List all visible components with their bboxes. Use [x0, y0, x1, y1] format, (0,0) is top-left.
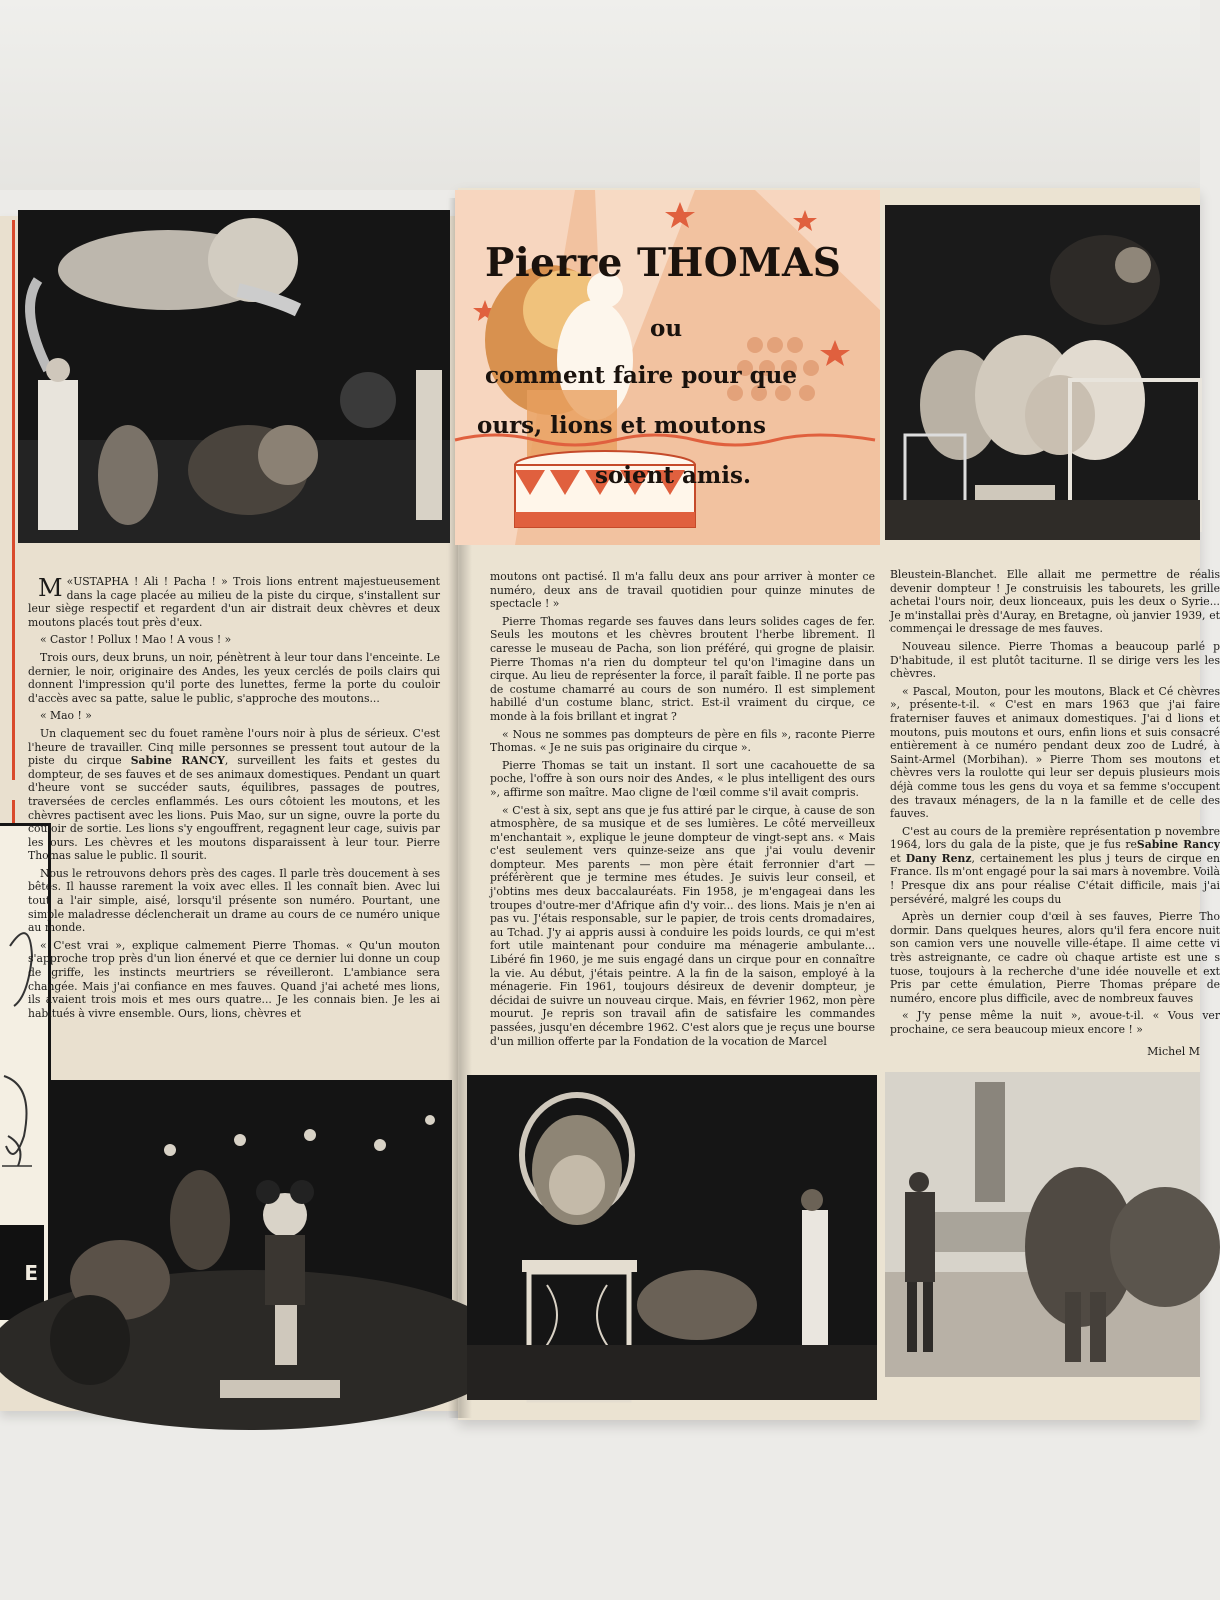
col3-p4-a: C'est au cours de la première représentation p novembre 1964, lors du gala de la piste, que je fus re	[890, 824, 1220, 852]
author-byline: Michel M	[1147, 1044, 1200, 1058]
col2-paragraph-3: « Nous ne sommes pas dompteurs de père en fils », raconte Pierre Thomas. « Je ne suis pas originaire du cirque ».	[490, 727, 875, 755]
col3-inner	[890, 568, 1220, 1058]
photo-lion-through-hoop	[467, 1075, 877, 1400]
col1-p5-a: Un claquement sec du fouet ramène l'ours noir à plus de sérieux. C'est l'heure de travailler. Cinq mille personnes se pressent tout autour de la piste du cirque	[28, 726, 440, 768]
col1-paragraph-7: « C'est vrai », explique calmement Pierre Thomas. « Qu'un mouton s'approche trop près d'un lion énervé et que ce dernier lui donne un coup de griffe, les instincts meurtriers se réveilleront. L'ambiance sera changée. Mais j'ai confiance en mes fauves. Quand j'ai acheté mes lions, ils avaient trois mois et mes ours quatre... Je les connais bien. Je les ai habitués à vivre ensemble. Ours, lions, chèvres et	[28, 938, 440, 1020]
col1-open-quote: «	[66, 575, 74, 588]
col1-paragraph-6: Nous le retrouvons dehors près des cages. Il parle très doucement à ses bêtes. Il hausse rarement la voix avec elles. Il les connaît bien. Avec lui tout a l'air simple, aisé, lorsqu'il présente son numéro. Pourtant, une simple maladresse déclencherait un drame au cours de ce numéro unique au monde.	[28, 866, 440, 935]
col2-paragraph-1: moutons ont pactisé. Il m'a fallu deux ans pour arriver à monter ce numéro, deux ans de travail quotidien pour quinze minutes de spectacle ! »	[490, 570, 875, 611]
col1-dropcap: M	[38, 574, 63, 602]
text-column-1	[28, 575, 440, 1024]
col1-p5-bold-name: Sabine RANCY	[130, 754, 225, 768]
text-column-2	[490, 570, 875, 1052]
title-illustration	[455, 190, 880, 545]
title-block	[455, 190, 880, 545]
col3-paragraph-6: « J'y pense même la nuit », avoue-t-il. « Vous ver prochaine, ce sera beaucoup mieux encore ! »	[890, 1009, 1220, 1036]
col3-paragraph-4	[890, 825, 1220, 907]
col2-paragraph-4: Pierre Thomas se tait un instant. Il sort une cacahouette de sa poche, l'offre à son ours noir des Andes, « le plus intelligent des ours », affirme son maître. Mao cligne de l'œil comme s'il avait compris.	[490, 758, 875, 799]
ad-letter: E	[24, 1260, 38, 1285]
col3-paragraph-2: Nouveau silence. Pierre Thomas a beaucoup parlé p D'habitude, il est plutôt taciturne. Il se dirige vers les les chèvres.	[890, 639, 1220, 681]
col1-paragraph-1	[28, 575, 440, 629]
photo-lions-on-stools	[885, 205, 1200, 540]
col3-p4-e: , certainement les plus j teurs de cirque en France. Ils m'ont engagé pour la sai mars à novembre. Voilà ! Presque dix ans pour réalise C'était difficile, mais j'ai persévéré, malgré les coups du	[890, 851, 1220, 906]
title-ou: ou	[650, 315, 683, 342]
col1-paragraph-5	[28, 727, 440, 863]
col1-p1-text: USTAPHA ! Ali ! Pacha ! » Trois lions entrent majestueusement dans la cage placée au milieu de la piste du cirque, s'installent sur leur siège respectif et regardent d'un air distrait deux chèvres et deux moutons placés tout près d'eux.	[28, 575, 440, 629]
left-red-rule-top	[12, 220, 15, 780]
col1-paragraph-4: « Mao ! »	[40, 709, 92, 723]
col1-paragraph-2: « Castor ! Pollux ! Mao ! A vous ! »	[40, 633, 232, 647]
col1-paragraph-3: Trois ours, deux bruns, un noir, pénètrent à leur tour dans l'enceinte. Le dernier, le noir, originaire des Andes, les yeux cerclés de poils clairs qui donnent l'impression qu'il porte des lunettes, ferme la porte du couloir d'accès avec sa patte, salue le public, s'approche des moutons...	[28, 650, 440, 705]
photo-circus-parade	[50, 1080, 452, 1398]
col2-paragraph-2: Pierre Thomas regarde ses fauves dans leurs solides cages de fer. Seuls les moutons et les chèvres broutent l'herbe librement. Il caresse le museau de Pacha, son lion préféré, qui grogne de plaisir. Pierre Thomas n'a rien du dompteur tel qu'on l'imagine dans un cirque. Au lieu de représenter la force, il paraît faible. Il ne porte pas de costume chamarré au cours de son numéro. Il est simplement habillé d'un costume blanc, strict. Est-il vraiment du cirque, ce monde à la fois brillant et ingrat ?	[490, 614, 875, 723]
photo-lion-jumping	[18, 210, 450, 543]
article-title: Pierre THOMAS	[485, 240, 842, 286]
col3-paragraph-3: « Pascal, Mouton, pour les moutons, Black et Cé chèvres », présente-t-il. « C'est en mars 1963 que j'ai faire fraterniser fauves et animaux domestiques. J'ai d lions et moutons, puis moutons et ours, enfin lions et suis consacré entièrement à ce numéro pendant deux zoo de Ludré, à Saint-Armel (Morbihan). » Pierre Thom ses moutons et chèvres vers la roulotte qui leur ser depuis plusieurs mois déjà comme tous les gens du voya et sa femme s'occupent des travaux ménagers, de la n la famille et de celle des fauves.	[890, 684, 1220, 821]
col2-paragraph-5: « C'est à six, sept ans que je fus attiré par le cirque, à cause de son atmosphère, de sa musique et de ses lumières. Le côté merveilleux m'enchantait », explique le jeune dompteur de vingt-sept ans. « Mais c'est seulement vers quinze-seize ans que j'ai voulu devenir dompteur. Mes parents — mon père était ferronnier d'art — préférèrent que je termine mes études. Je suivis leur conseil, et j'obtins mes deux baccalauréats. Fin 1958, je m'engageai dans les troupes d'outre-mer d'Afrique afin d'y voir... des lions. Mais je n'en ai pas vu. J'étais responsable, sur le papier, de trois cents dromadaires, au Tchad. J'y ai appris aussi à conduire les poids lourds, ce qui m'est fort utile maintenant pour conduire ma ménagerie ambulante... Libéré fin 1960, je me suis engagé dans un cirque pour en connaître la vie. Au début, j'étais peintre. A la fin de la saison, employé à la ménagerie. Fin 1961, toujours désireux de devenir dompteur, je décidai de suivre un nouveau cirque. Mais, en février 1962, mon père mourut. Je repris son travail afin de satisfaire les commandes passées, jusqu'en décembre 1962. C'est alors que je reçus une bourse d'un million offerte par la Fondation de la vocation de Marcel	[490, 803, 875, 1048]
title-line-1: comment faire pour que	[485, 362, 798, 389]
col3-p4-c: et	[890, 851, 906, 865]
col3-p4-bold-1: Sabine Rancy	[1136, 838, 1220, 852]
title-line-3: soient amis.	[595, 462, 751, 489]
title-line-2: ours, lions et moutons	[477, 412, 766, 439]
col3-paragraph-5: Après un dernier coup d'œil à ses fauves, Pierre Tho dormir. Dans quelques heures, alors qu'il fera encore nuit son camion vers une nouvelle ville-étape. Il aime cette vi très astreignante, ce cadre où chaque artiste est une s tuose, toujours à la recherche d'une idée nouvelle et ext Pris par cette émulation, Pierre Thomas prépare de numéro, encore plus difficile, avec de nombreux fauves	[890, 910, 1220, 1005]
col1-p5-c: , surveillent les faits et gestes du dompteur, de ses fauves et de ses animaux domestiques. Pendant un quart d'heure vont se succéder sauts, équilibres, passages de poutres, traversées de cercles enflammés. Les ours côtoient les moutons, et les chèvres pactisent avec les lions. Puis Mao, sur un signe, ouvre la porte du couloir de sortie. Les lions s'y engouffrent, regagnent leur cage, suivis par les ours. Les chèvres et les moutons disparaissent à leur tour. Pierre Thomas salue le public. Il sourit.	[28, 754, 440, 863]
photo-elephants	[885, 1072, 1200, 1377]
background-table	[0, 0, 1200, 190]
text-column-3	[890, 568, 1220, 1068]
col3-paragraph-1: Bleustein-Blanchet. Elle allait me permettre de réalis devenir dompteur ! Je construisis les tabourets, les grille achetai l'ours noir, deux lionceaux, puis les deux o Syrie... Je m'installai près d'Auray, en Bretagne, où janvier 1939, et commençai le dressage de mes fauves.	[890, 568, 1220, 636]
col3-p4-bold-2: Dany Renz	[905, 851, 972, 865]
